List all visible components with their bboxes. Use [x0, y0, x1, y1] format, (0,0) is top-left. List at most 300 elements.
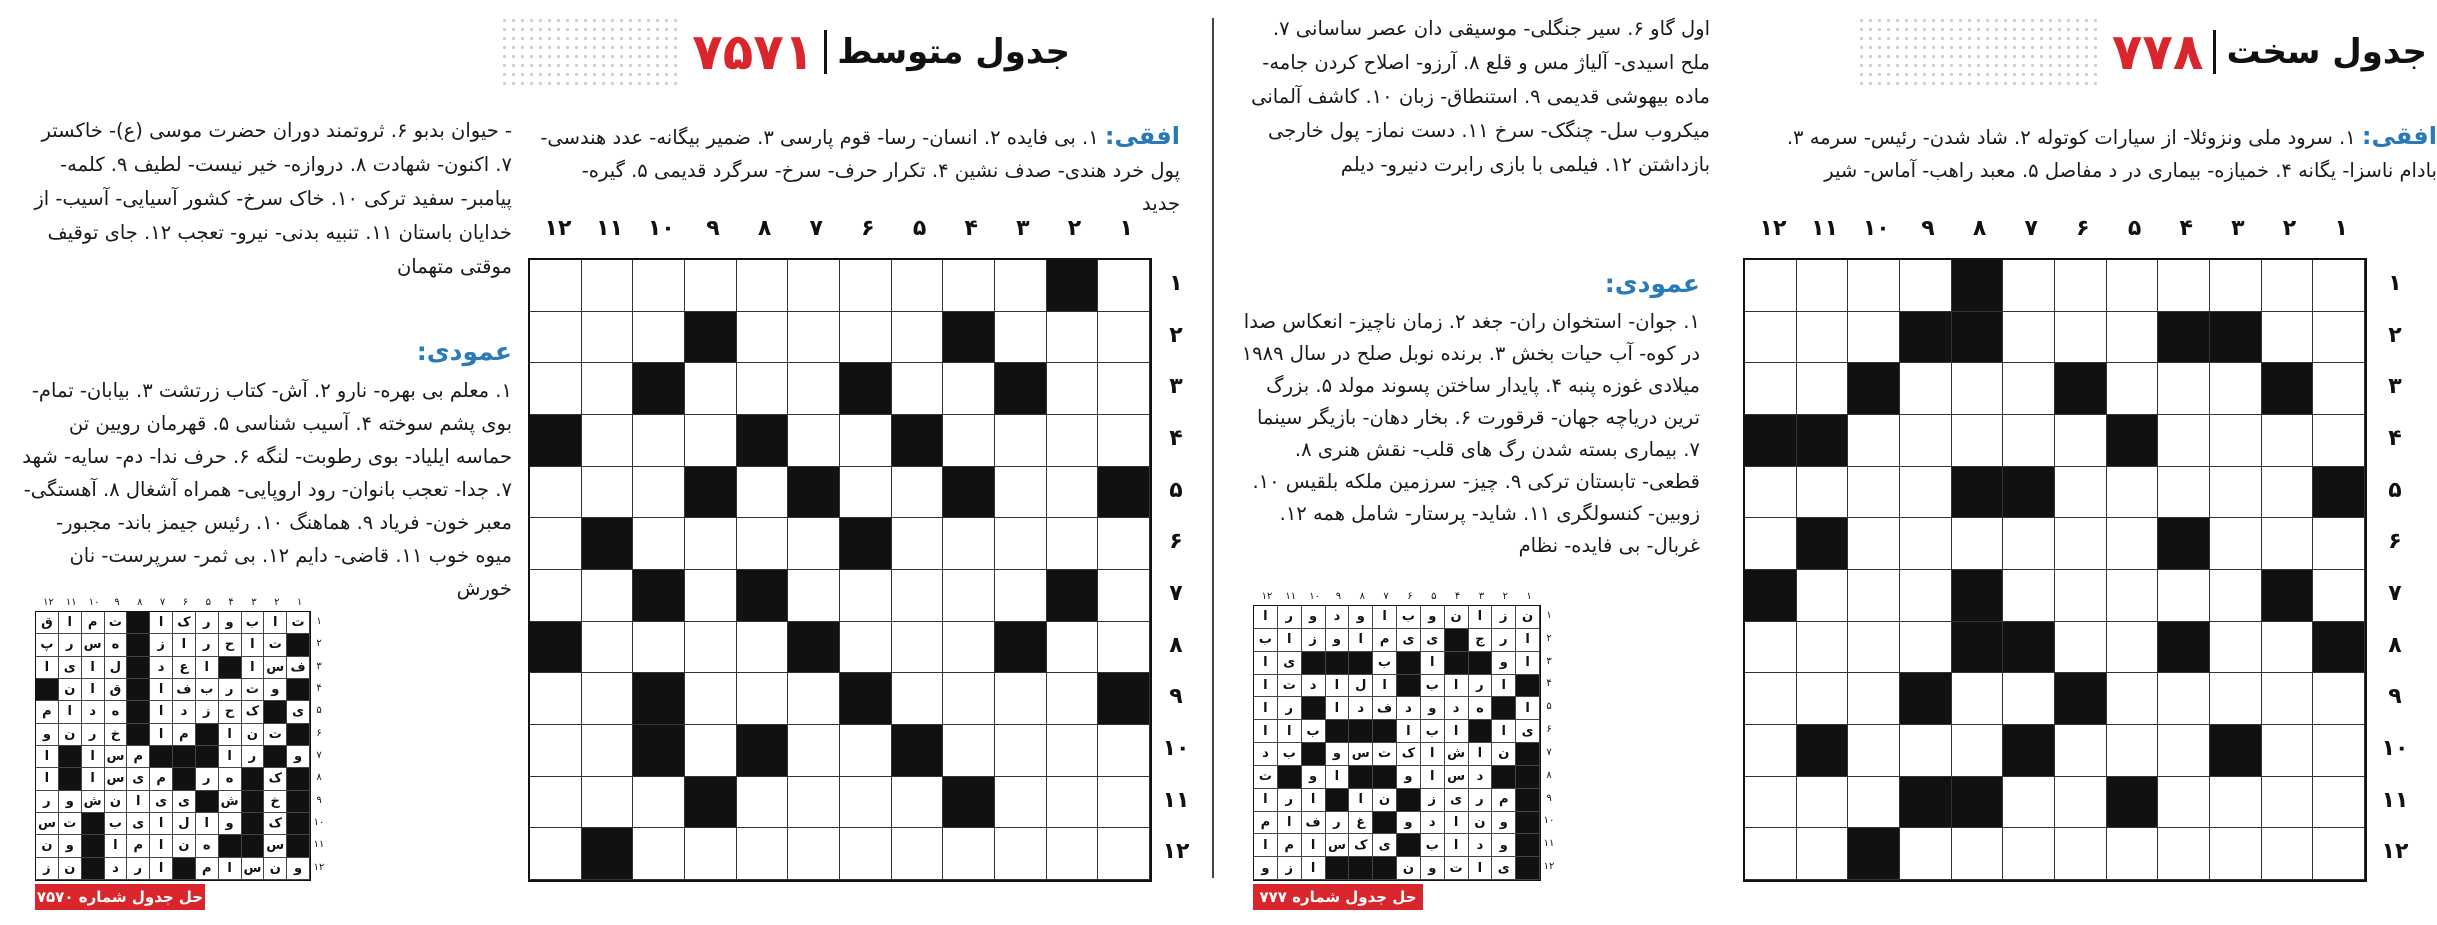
- solution-letter: د: [1302, 675, 1326, 698]
- grid-cell[interactable]: [943, 363, 995, 415]
- grid-cell[interactable]: [1745, 312, 1797, 364]
- solution-black-cell: [219, 835, 242, 857]
- medium-title-box: [500, 16, 1080, 88]
- solution-letter: و: [1326, 743, 1350, 766]
- grid-cell[interactable]: [2055, 570, 2107, 622]
- solution-black-cell: [287, 724, 310, 746]
- column-number: ۳: [2231, 216, 2245, 241]
- grid-cell[interactable]: [685, 363, 737, 415]
- solution-black-cell: [1516, 675, 1540, 698]
- grid-cell[interactable]: [995, 312, 1047, 364]
- solution-letter: م: [150, 768, 173, 790]
- solution-black-cell: [1302, 743, 1326, 766]
- solution-letter: و: [1397, 766, 1421, 789]
- grid-cell[interactable]: [633, 622, 685, 674]
- grid-cell[interactable]: [943, 570, 995, 622]
- grid-cell[interactable]: [582, 622, 634, 674]
- grid-cell[interactable]: [2158, 467, 2210, 519]
- solution-letter: و: [1421, 697, 1445, 720]
- grid-cell[interactable]: [685, 570, 737, 622]
- grid-cell[interactable]: [685, 622, 737, 674]
- grid-cell[interactable]: [1098, 415, 1150, 467]
- grid-cell[interactable]: [2055, 260, 2107, 312]
- grid-cell[interactable]: [892, 518, 944, 570]
- grid-cell[interactable]: [2107, 673, 2159, 725]
- grid-cell[interactable]: [530, 570, 582, 622]
- grid-cell[interactable]: [892, 828, 944, 880]
- grid-cell[interactable]: [1047, 467, 1099, 519]
- grid-cell[interactable]: [892, 260, 944, 312]
- black-cell: [633, 725, 685, 777]
- black-cell: [1952, 570, 2004, 622]
- grid-cell[interactable]: [943, 518, 995, 570]
- solution-letter: م: [173, 724, 196, 746]
- grid-cell[interactable]: [582, 725, 634, 777]
- grid-cell[interactable]: [2262, 467, 2314, 519]
- black-cell: [2313, 467, 2365, 519]
- grid-cell[interactable]: [995, 467, 1047, 519]
- solution-black-cell: [127, 657, 150, 679]
- grid-cell[interactable]: [2313, 777, 2365, 829]
- grid-cell[interactable]: [2210, 673, 2262, 725]
- grid-cell[interactable]: [2313, 725, 2365, 777]
- grid-cell[interactable]: [633, 467, 685, 519]
- solution-letter: ب: [242, 612, 265, 634]
- grid-cell[interactable]: [685, 415, 737, 467]
- grid-cell[interactable]: [1848, 725, 1900, 777]
- grid-cell[interactable]: [1848, 570, 1900, 622]
- grid-cell[interactable]: [2262, 415, 2314, 467]
- grid-cell[interactable]: [1848, 415, 1900, 467]
- grid-cell[interactable]: [840, 828, 892, 880]
- grid-cell[interactable]: [995, 570, 1047, 622]
- grid-cell[interactable]: [582, 467, 634, 519]
- grid-cell[interactable]: [840, 570, 892, 622]
- grid-cell[interactable]: [530, 312, 582, 364]
- grid-cell[interactable]: [737, 777, 789, 829]
- grid-cell[interactable]: [1745, 467, 1797, 519]
- grid-cell[interactable]: [2055, 622, 2107, 674]
- grid-cell[interactable]: [633, 260, 685, 312]
- grid-cell[interactable]: [2158, 415, 2210, 467]
- grid-cell[interactable]: [995, 260, 1047, 312]
- grid-cell[interactable]: [2158, 570, 2210, 622]
- grid-cell[interactable]: [2210, 415, 2262, 467]
- grid-cell[interactable]: [892, 673, 944, 725]
- grid-cell[interactable]: [2107, 622, 2159, 674]
- grid-cell[interactable]: [1900, 467, 1952, 519]
- grid-cell[interactable]: [1098, 260, 1150, 312]
- grid-cell[interactable]: [2210, 363, 2262, 415]
- grid-cell[interactable]: [633, 312, 685, 364]
- solution-letter: ت: [242, 679, 265, 701]
- grid-cell[interactable]: [1848, 622, 1900, 674]
- solution-row-number: ۸: [316, 772, 322, 784]
- grid-cell[interactable]: [2210, 777, 2262, 829]
- solution-row-number: ۱۲: [1543, 861, 1555, 873]
- grid-cell[interactable]: [2313, 673, 2365, 725]
- grid-cell[interactable]: [1745, 518, 1797, 570]
- grid-cell[interactable]: [892, 570, 944, 622]
- grid-cell[interactable]: [892, 622, 944, 674]
- grid-cell[interactable]: [2262, 673, 2314, 725]
- grid-cell[interactable]: [1745, 777, 1797, 829]
- grid-cell[interactable]: [2313, 570, 2365, 622]
- grid-cell[interactable]: [1098, 828, 1150, 880]
- grid-cell[interactable]: [892, 312, 944, 364]
- grid-cell[interactable]: [737, 467, 789, 519]
- grid-cell[interactable]: [1900, 828, 1952, 880]
- solution-black-cell: [1516, 857, 1540, 880]
- grid-cell[interactable]: [1900, 725, 1952, 777]
- grid-cell[interactable]: [2003, 828, 2055, 880]
- grid-cell[interactable]: [737, 622, 789, 674]
- black-cell: [1797, 518, 1849, 570]
- hard-down-heading: عمودی:: [1604, 269, 1700, 298]
- grid-cell[interactable]: [788, 777, 840, 829]
- grid-cell[interactable]: [2158, 725, 2210, 777]
- grid-cell[interactable]: [2055, 518, 2107, 570]
- hard-across-cont-text: اول گاو ۶. سیر جنگلی- موسیقی دان عصر ساسانی ۷. ملح اسیدی- آلیاژ مس و قلع ۸. آرزو- اصلاح کردن جامه- ماده بیهوشی قدیمی ۹. استنطاق- زبان ۱۰. کاشف آلمانی میکروب سل- چنگک- سرخ ۱۱. دست نماز- پول خارجی بازداشتن ۱۲. فیلمی با بازی رابرت دنیرو- دیلم: [1251, 17, 1710, 176]
- grid-cell[interactable]: [788, 518, 840, 570]
- grid-cell[interactable]: [530, 363, 582, 415]
- grid-cell[interactable]: [995, 673, 1047, 725]
- column-number: ۹: [706, 216, 720, 241]
- grid-cell[interactable]: [788, 725, 840, 777]
- grid-cell[interactable]: [1098, 777, 1150, 829]
- grid-cell[interactable]: [1797, 363, 1849, 415]
- grid-cell[interactable]: [530, 518, 582, 570]
- grid-cell[interactable]: [1745, 828, 1797, 880]
- grid-cell[interactable]: [1848, 673, 1900, 725]
- solution-black-cell: [59, 746, 82, 768]
- grid-cell[interactable]: [737, 260, 789, 312]
- grid-cell[interactable]: [1745, 622, 1797, 674]
- solution-letter: د: [105, 858, 128, 880]
- grid-cell[interactable]: [737, 673, 789, 725]
- grid-cell[interactable]: [1098, 518, 1150, 570]
- grid-cell[interactable]: [2262, 518, 2314, 570]
- hard-solution-grid: [1253, 605, 1541, 881]
- grid-cell[interactable]: [633, 828, 685, 880]
- grid-cell[interactable]: [2003, 518, 2055, 570]
- grid-cell[interactable]: [1952, 415, 2004, 467]
- grid-cell[interactable]: [2055, 467, 2107, 519]
- grid-cell[interactable]: [1098, 570, 1150, 622]
- grid-cell[interactable]: [2158, 260, 2210, 312]
- solution-letter: ز: [1302, 629, 1326, 652]
- grid-cell[interactable]: [1047, 622, 1099, 674]
- grid-cell[interactable]: [582, 570, 634, 622]
- grid-cell[interactable]: [1797, 622, 1849, 674]
- grid-cell[interactable]: [1047, 415, 1099, 467]
- grid-cell[interactable]: [2003, 415, 2055, 467]
- grid-cell[interactable]: [582, 415, 634, 467]
- grid-cell[interactable]: [530, 828, 582, 880]
- grid-cell[interactable]: [1900, 363, 1952, 415]
- grid-cell[interactable]: [685, 725, 737, 777]
- solution-letter: ت: [1445, 857, 1469, 880]
- solution-letter: ب: [1421, 720, 1445, 743]
- grid-cell[interactable]: [995, 415, 1047, 467]
- solution-letter: ت: [1373, 743, 1397, 766]
- grid-cell[interactable]: [2055, 312, 2107, 364]
- grid-cell[interactable]: [2262, 312, 2314, 364]
- grid-cell[interactable]: [2313, 312, 2365, 364]
- grid-cell[interactable]: [943, 673, 995, 725]
- solution-letter: د: [173, 701, 196, 723]
- grid-cell[interactable]: [2055, 725, 2107, 777]
- grid-cell[interactable]: [2055, 828, 2107, 880]
- grid-cell[interactable]: [1900, 260, 1952, 312]
- grid-cell[interactable]: [2158, 777, 2210, 829]
- grid-cell[interactable]: [840, 725, 892, 777]
- grid-cell[interactable]: [685, 673, 737, 725]
- grid-cell[interactable]: [582, 777, 634, 829]
- grid-cell[interactable]: [2313, 260, 2365, 312]
- solution-black-cell: [1349, 857, 1373, 880]
- grid-cell[interactable]: [840, 312, 892, 364]
- grid-cell[interactable]: [943, 725, 995, 777]
- solution-black-cell: [1445, 629, 1469, 652]
- grid-cell[interactable]: [2107, 260, 2159, 312]
- solution-column-number: ۵: [1431, 591, 1437, 602]
- grid-cell[interactable]: [1098, 622, 1150, 674]
- grid-cell[interactable]: [685, 828, 737, 880]
- grid-cell[interactable]: [892, 467, 944, 519]
- solution-letter: ز: [196, 701, 219, 723]
- grid-cell[interactable]: [685, 518, 737, 570]
- grid-cell[interactable]: [1047, 518, 1099, 570]
- grid-cell[interactable]: [2055, 415, 2107, 467]
- column-number: ۱۰: [1862, 216, 1890, 241]
- grid-cell[interactable]: [840, 415, 892, 467]
- grid-cell[interactable]: [2107, 363, 2159, 415]
- grid-cell[interactable]: [1952, 518, 2004, 570]
- grid-cell[interactable]: [2107, 518, 2159, 570]
- solution-black-cell: [1397, 789, 1421, 812]
- column-number: ۶: [2076, 216, 2090, 241]
- grid-cell[interactable]: [1900, 622, 1952, 674]
- solution-letter: ر: [82, 724, 105, 746]
- grid-cell[interactable]: [1098, 312, 1150, 364]
- grid-cell[interactable]: [1900, 518, 1952, 570]
- grid-cell[interactable]: [788, 673, 840, 725]
- grid-cell[interactable]: [1848, 467, 1900, 519]
- grid-cell[interactable]: [2107, 570, 2159, 622]
- grid-cell[interactable]: [943, 415, 995, 467]
- column-number: ۱۱: [596, 216, 624, 241]
- grid-cell[interactable]: [892, 777, 944, 829]
- grid-cell[interactable]: [1952, 673, 2004, 725]
- black-cell: [2313, 622, 2365, 674]
- grid-cell[interactable]: [1900, 415, 1952, 467]
- grid-cell[interactable]: [943, 260, 995, 312]
- grid-cell[interactable]: [2003, 363, 2055, 415]
- grid-cell[interactable]: [530, 260, 582, 312]
- grid-cell[interactable]: [685, 260, 737, 312]
- solution-black-cell: [196, 791, 219, 813]
- grid-cell[interactable]: [1047, 312, 1099, 364]
- grid-cell[interactable]: [737, 363, 789, 415]
- grid-cell[interactable]: [1047, 673, 1099, 725]
- grid-cell[interactable]: [1848, 260, 1900, 312]
- grid-cell[interactable]: [788, 415, 840, 467]
- grid-cell[interactable]: [840, 777, 892, 829]
- solution-row-number: ۱: [1546, 610, 1552, 621]
- black-cell: [1900, 673, 1952, 725]
- solution-letter: ن: [1397, 857, 1421, 880]
- solution-letter: ح: [219, 634, 242, 656]
- grid-cell[interactable]: [633, 415, 685, 467]
- grid-cell[interactable]: [995, 777, 1047, 829]
- grid-cell[interactable]: [788, 363, 840, 415]
- grid-cell[interactable]: [1047, 363, 1099, 415]
- grid-cell[interactable]: [1098, 725, 1150, 777]
- column-number: ۲: [2282, 216, 2297, 241]
- black-cell: [737, 725, 789, 777]
- grid-cell[interactable]: [2158, 828, 2210, 880]
- grid-cell[interactable]: [1900, 570, 1952, 622]
- grid-cell[interactable]: [2003, 570, 2055, 622]
- grid-cell[interactable]: [2210, 622, 2262, 674]
- solution-letter: ا: [1445, 834, 1469, 857]
- grid-cell[interactable]: [530, 673, 582, 725]
- grid-cell[interactable]: [2262, 777, 2314, 829]
- grid-cell[interactable]: [943, 828, 995, 880]
- column-number: ۱: [1119, 216, 1133, 241]
- grid-cell[interactable]: [633, 777, 685, 829]
- grid-cell[interactable]: [2003, 312, 2055, 364]
- grid-cell[interactable]: [1797, 312, 1849, 364]
- solution-black-cell: [1397, 834, 1421, 857]
- grid-cell[interactable]: [788, 312, 840, 364]
- solution-letter: ا: [1373, 606, 1397, 629]
- grid-cell[interactable]: [892, 363, 944, 415]
- grid-cell[interactable]: [2107, 467, 2159, 519]
- grid-cell[interactable]: [737, 518, 789, 570]
- grid-cell[interactable]: [633, 518, 685, 570]
- black-cell: [892, 725, 944, 777]
- grid-cell[interactable]: [1848, 312, 1900, 364]
- grid-cell[interactable]: [2210, 518, 2262, 570]
- solution-letter: و: [1302, 766, 1326, 789]
- grid-cell[interactable]: [2313, 828, 2365, 880]
- solution-black-cell: [1516, 789, 1540, 812]
- grid-cell[interactable]: [788, 260, 840, 312]
- grid-cell[interactable]: [2262, 622, 2314, 674]
- grid-cell[interactable]: [2107, 828, 2159, 880]
- solution-column-number: ۹: [1335, 591, 1342, 602]
- grid-cell[interactable]: [2107, 725, 2159, 777]
- solution-letter: ت: [264, 724, 287, 746]
- grid-cell[interactable]: [2158, 673, 2210, 725]
- grid-cell[interactable]: [1797, 673, 1849, 725]
- solution-letter: د: [1421, 812, 1445, 835]
- grid-cell[interactable]: [840, 260, 892, 312]
- grid-cell[interactable]: [582, 260, 634, 312]
- grid-cell[interactable]: [1745, 260, 1797, 312]
- solution-letter: و: [1421, 857, 1445, 880]
- grid-cell[interactable]: [582, 673, 634, 725]
- grid-cell[interactable]: [2313, 518, 2365, 570]
- solution-letter: ی: [1492, 857, 1516, 880]
- grid-cell[interactable]: [2055, 777, 2107, 829]
- grid-cell[interactable]: [2210, 828, 2262, 880]
- grid-cell[interactable]: [530, 725, 582, 777]
- grid-cell[interactable]: [943, 622, 995, 674]
- grid-cell[interactable]: [1047, 828, 1099, 880]
- grid-cell[interactable]: [2262, 828, 2314, 880]
- row-number: ۱۰: [2381, 735, 2409, 761]
- grid-cell[interactable]: [2158, 363, 2210, 415]
- grid-cell[interactable]: [2313, 363, 2365, 415]
- grid-cell[interactable]: [995, 725, 1047, 777]
- grid-cell[interactable]: [2210, 260, 2262, 312]
- grid-cell[interactable]: [2107, 312, 2159, 364]
- grid-cell[interactable]: [995, 828, 1047, 880]
- grid-cell[interactable]: [2003, 777, 2055, 829]
- grid-cell[interactable]: [2003, 673, 2055, 725]
- black-cell: [892, 415, 944, 467]
- grid-cell[interactable]: [788, 828, 840, 880]
- grid-cell[interactable]: [582, 312, 634, 364]
- grid-cell[interactable]: [1952, 363, 2004, 415]
- grid-cell[interactable]: [1797, 260, 1849, 312]
- grid-cell[interactable]: [1047, 777, 1099, 829]
- grid-cell[interactable]: [1745, 673, 1797, 725]
- grid-cell[interactable]: [840, 467, 892, 519]
- grid-cell[interactable]: [1797, 467, 1849, 519]
- grid-cell[interactable]: [840, 622, 892, 674]
- grid-cell[interactable]: [530, 467, 582, 519]
- black-cell: [2210, 725, 2262, 777]
- grid-cell[interactable]: [1848, 777, 1900, 829]
- solution-letter: ا: [1492, 675, 1516, 698]
- grid-cell[interactable]: [737, 312, 789, 364]
- solution-column-number: ۱۱: [1285, 591, 1297, 602]
- grid-cell[interactable]: [1047, 725, 1099, 777]
- grid-cell[interactable]: [1848, 518, 1900, 570]
- solution-letter: م: [1373, 629, 1397, 652]
- solution-letter: د: [150, 657, 173, 679]
- grid-cell[interactable]: [737, 828, 789, 880]
- grid-cell[interactable]: [1797, 777, 1849, 829]
- grid-cell[interactable]: [582, 363, 634, 415]
- grid-cell[interactable]: [2313, 415, 2365, 467]
- grid-cell[interactable]: [2210, 570, 2262, 622]
- grid-cell[interactable]: [1952, 725, 2004, 777]
- solution-letter: ه: [1469, 697, 1493, 720]
- medium-crossword-grid: [528, 258, 1152, 882]
- grid-cell[interactable]: [788, 570, 840, 622]
- grid-cell[interactable]: [1952, 828, 2004, 880]
- grid-cell[interactable]: [2262, 260, 2314, 312]
- grid-cell[interactable]: [2262, 725, 2314, 777]
- grid-cell[interactable]: [1098, 363, 1150, 415]
- solution-letter: ا: [1373, 675, 1397, 698]
- grid-cell[interactable]: [1797, 828, 1849, 880]
- grid-cell[interactable]: [1745, 725, 1797, 777]
- grid-cell[interactable]: [1797, 570, 1849, 622]
- grid-cell[interactable]: [530, 777, 582, 829]
- row-number: ۱۱: [2381, 787, 2409, 813]
- solution-letter: د: [1469, 834, 1493, 857]
- grid-cell[interactable]: [1745, 363, 1797, 415]
- grid-cell[interactable]: [2003, 260, 2055, 312]
- grid-cell[interactable]: [2210, 467, 2262, 519]
- grid-cell[interactable]: [995, 518, 1047, 570]
